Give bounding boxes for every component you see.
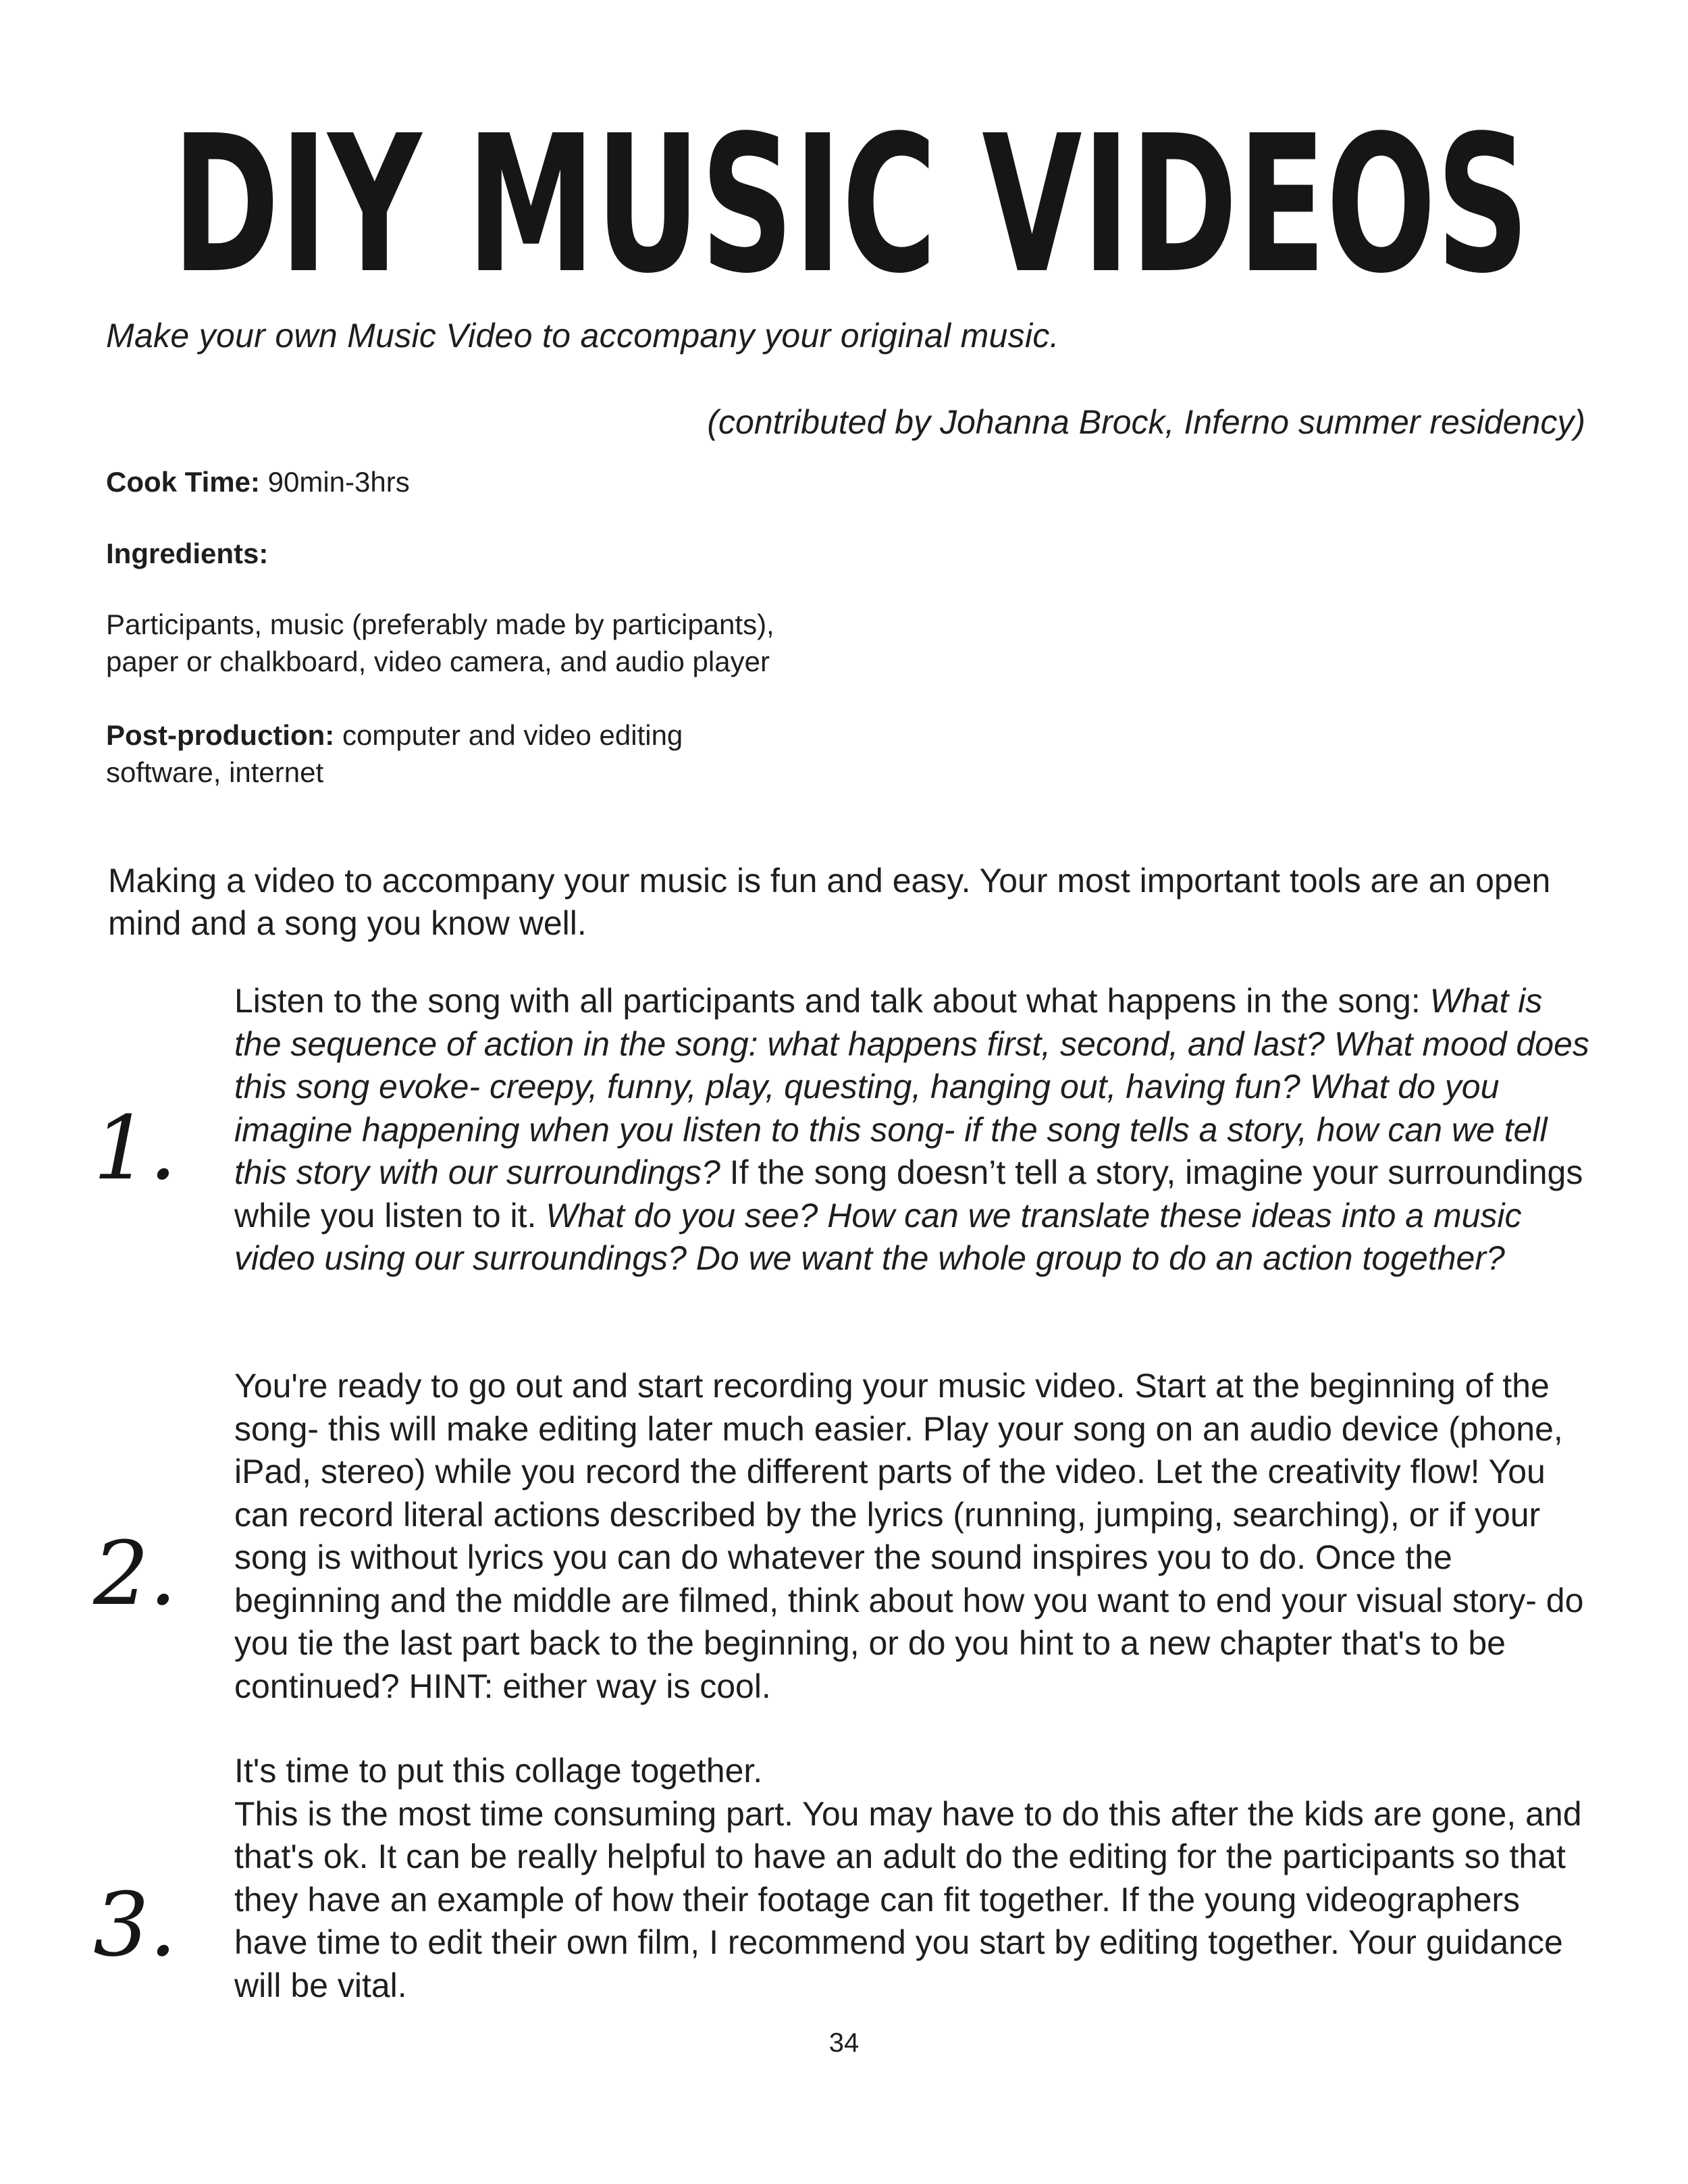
step-number-text: 3. <box>93 1873 178 1976</box>
step-1-text <box>234 980 1598 1280</box>
post-production-line: computer and video editing <box>342 719 683 751</box>
handwritten-title-graphic <box>172 95 1529 315</box>
step-question: What do you see? How can we translate these ideas into a music video using our surroundings? Do we want the whole group to do an action together? <box>234 1196 1522 1277</box>
step-text: If the song doesn’t tell a story, imagine your surroundings while you listen to it. <box>234 1153 1583 1234</box>
title-text: DIY MUSIC VIDEOS <box>172 95 1529 315</box>
cook-time-value: 90min-3hrs <box>267 466 410 498</box>
step-text: Listen to the song with all participants and talk about what happens in the song: <box>234 982 1430 1020</box>
ingredients-line: paper or chalkboard, video camera, and audio player <box>106 646 770 677</box>
ingredients-label: Ingredients: <box>106 538 269 569</box>
step-text: You're ready to go out and start recording your music video. Start at the beginning of the song- this will make editing later much easier. Play your song on an audio device (phone, iPad, stereo) while you record the different parts of the video. Let the creativity flow! You can record literal actions described by the lyrics (running, jumping, searching), or if your song is without lyrics you can do whatever the sound inspires you to do. Once the beginning and the middle are filmed, think about how you want to end your visual story- do you tie the last part back to the beginning, or do you hint to a new chapter that's to be continued? HINT: either way is cool. <box>234 1367 1584 1705</box>
ingredients-line: Participants, music (preferably made by participants), <box>106 608 774 640</box>
step-question: What is the sequence of action in the song: what happens first, second, and last? What mood does this song evoke- creepy, funny, play, questing, hanging out, having fun? What do you imagine happening when you listen to this song- if the song tells a story, how can we tell this story with our surroundings? <box>234 982 1589 1191</box>
step-number-graphic <box>86 1861 178 1982</box>
step-text: This is the most time consuming part. You may have to do this after the kids are gone, and that's ok. It can be really helpful to have an adult do the editing for the participants so that they have an example of how their footage can fit together. If the young videographers have time to edit their own film, I recommend you start by editing together. Your guidance will be vital. <box>234 1794 1582 2004</box>
ingredients-heading <box>106 535 268 572</box>
cook-time <box>106 463 410 500</box>
step-number-3 <box>86 1861 178 1982</box>
intro-paragraph: Making a video to accompany your music is fun and easy. Your most important tools are an open mind and a song you know well. <box>108 862 1551 942</box>
ingredients-list <box>106 606 774 680</box>
step-number-graphic <box>86 1084 178 1205</box>
step-heading-line: It's time to put this collage together. <box>234 1752 763 1790</box>
step-number-1 <box>86 1084 178 1205</box>
page-number: 34 <box>828 2028 860 2058</box>
step-3-text <box>234 1750 1598 2007</box>
cook-time-label: Cook Time: <box>106 466 260 498</box>
post-production-label: Post-production: <box>106 719 335 751</box>
step-number-text: 2. <box>93 1522 178 1625</box>
step-2-text <box>234 1365 1598 1708</box>
page-title <box>172 95 1529 315</box>
subtitle: Make your own Music Video to accompany your original music. <box>106 317 1059 355</box>
post-production <box>106 717 683 791</box>
step-number-text: 1. <box>93 1097 178 1199</box>
contributor-credit: (contributed by Johanna Brock, Inferno summer residency) <box>707 403 1585 441</box>
step-number-graphic <box>86 1509 178 1631</box>
step-number-2 <box>86 1509 178 1631</box>
post-production-line: software, internet <box>106 756 324 788</box>
